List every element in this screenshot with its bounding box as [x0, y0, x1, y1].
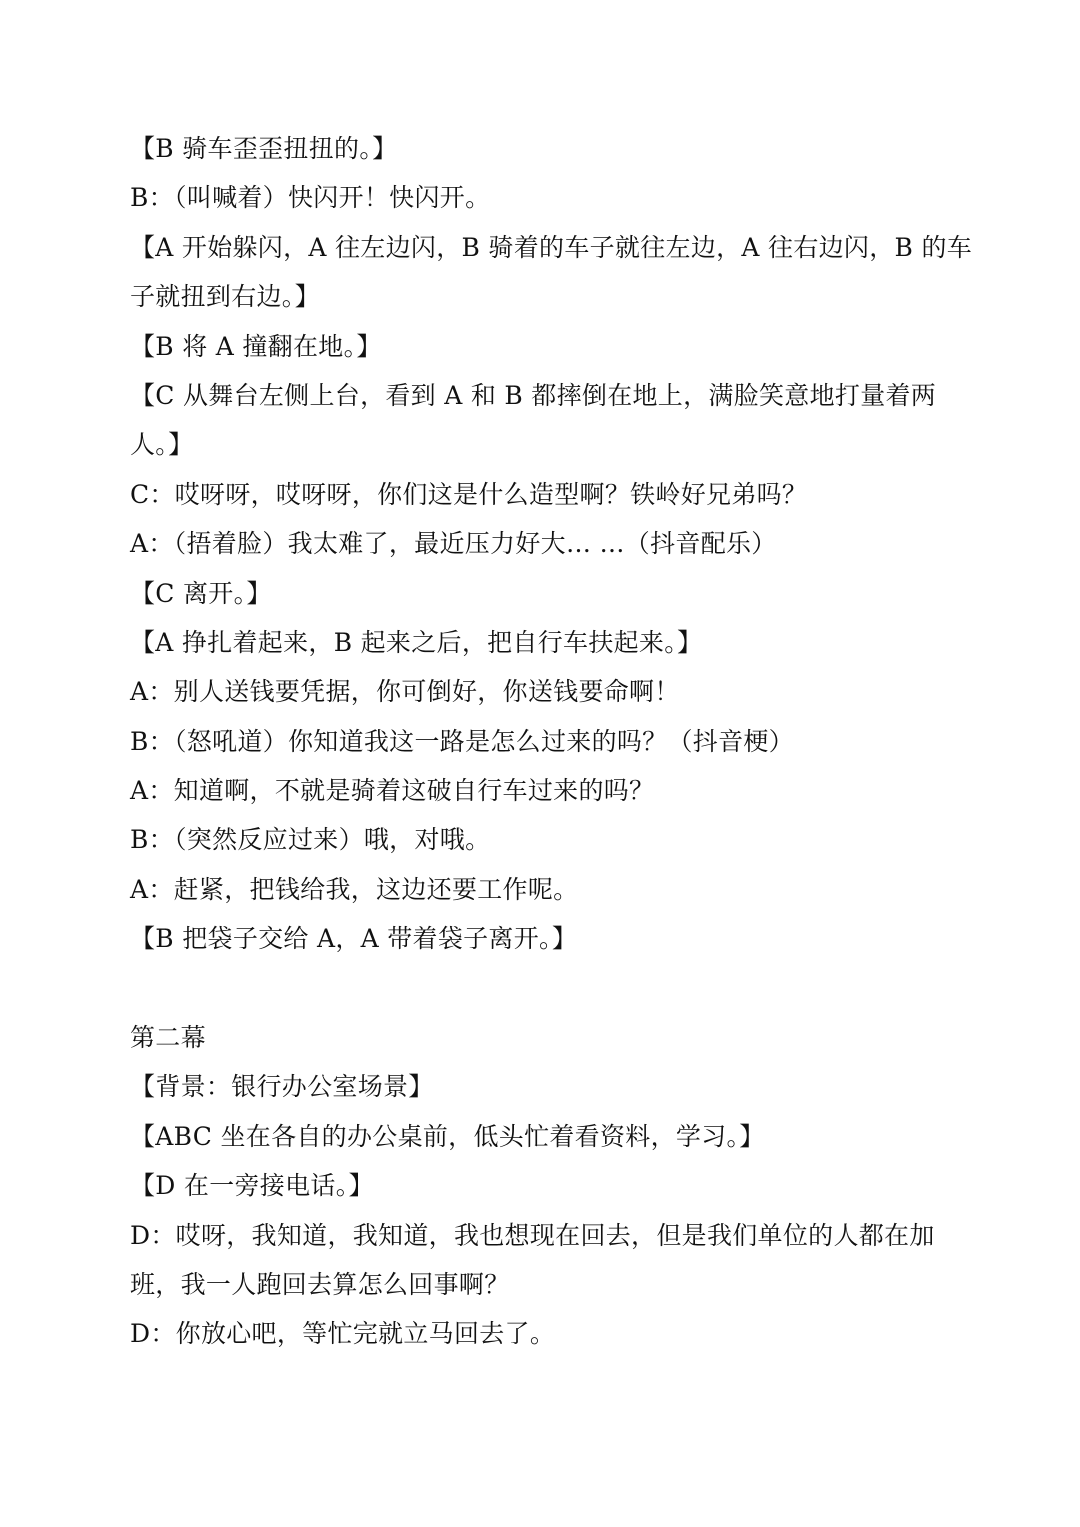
dialogue-line: C：哎呀呀，哎呀呀，你们这是什么造型啊？铁岭好兄弟吗？	[130, 479, 808, 509]
act-heading: 第二幕	[130, 1023, 206, 1053]
stage-direction: 【背景：银行办公室场景】	[130, 1072, 434, 1102]
stage-direction: 【B 骑车歪歪扭扭的。】	[130, 134, 398, 163]
dialogue-line: B：（突然反应过来）哦，对哦。	[130, 825, 491, 855]
stage-direction-continued: 人。】	[130, 430, 194, 460]
stage-direction: 【D 在一旁接电话。】	[130, 1171, 374, 1201]
dialogue-line: A：（捂着脸）我太难了，最近压力好大… …（抖音配乐）	[130, 529, 777, 559]
dialogue-line: D：哎呀，我知道，我知道，我也想现在回去，但是我们单位的人都在加	[130, 1220, 935, 1250]
stage-direction: 【C 从舞台左侧上台，看到 A 和 B 都摔倒在地上，满脸笑意地打量着两	[130, 380, 937, 410]
stage-direction: 【C 离开。】	[130, 578, 272, 608]
dialogue-line: A：知道啊，不就是骑着这破自行车过来的吗？	[130, 776, 655, 806]
dialogue-line: B：（怒吼道）你知道我这一路是怎么过来的吗？（抖音梗）	[130, 726, 794, 756]
stage-direction-continued: 子就扭到右边。】	[130, 282, 320, 312]
stage-direction: 【A 挣扎着起来，B 起来之后，把自行车扶起来。】	[130, 627, 703, 657]
script-text	[130, 124, 973, 1359]
stage-direction: 【B 将 A 撞翻在地。】	[130, 331, 382, 361]
blank-line	[130, 964, 940, 1013]
dialogue-line: B：（叫喊着）快闪开！快闪开。	[130, 183, 491, 213]
stage-direction: 【ABC 坐在各自的办公桌前，低头忙着看资料，学习。】	[130, 1121, 765, 1151]
dialogue-line: A：赶紧，把钱给我，这边还要工作呢。	[130, 874, 579, 904]
dialogue-line: D：你放心吧，等忙完就立马回去了。	[130, 1319, 556, 1349]
stage-direction: 【A 开始躲闪，A 往左边闪，B 骑着的车子就往左边，A 往右边闪，B 的车	[130, 232, 973, 262]
stage-direction: 【B 把袋子交给 A，A 带着袋子离开。】	[130, 924, 578, 954]
dialogue-line: A：别人送钱要凭据，你可倒好，你送钱要命啊！	[130, 677, 680, 707]
dialogue-line-continued: 班，我一人跑回去算怎么回事啊？	[130, 1269, 510, 1299]
